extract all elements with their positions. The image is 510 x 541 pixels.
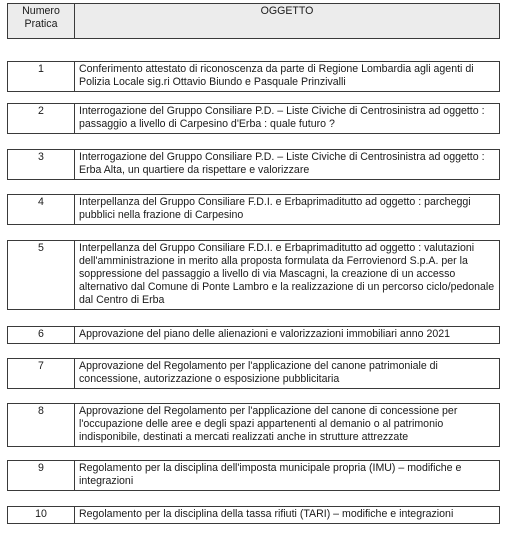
item-subject: Interpellanza del Gruppo Consiliare F.D.I. e Erbaprimaditutto ad oggetto : parcheggi pubblici nella frazione di Carpesino	[75, 195, 500, 225]
agenda-item-3	[7, 149, 500, 180]
item-subject: Conferimento attestato di riconoscenza da parte di Regione Lombardia agli agenti di Polizia Locale sig.ri Ottavio Biundo e Pasquale Prinzivalli	[75, 62, 500, 92]
item-subject: Approvazione del Regolamento per l'applicazione del canone di concessione per l'occupazione delle aree e degli spazi appartenenti al demanio o al patrimonio indisponibile, destinati a mercati realizzati anche in strutture attrezzate	[75, 404, 500, 447]
item-number: 5	[8, 241, 75, 310]
item-number: 2	[8, 104, 75, 134]
item-number: 9	[8, 461, 75, 491]
agenda-item-6	[7, 326, 500, 344]
item-subject: Regolamento per la disciplina della tassa rifiuti (TARI) – modifiche e integrazioni	[75, 507, 500, 524]
item-number: 7	[8, 359, 75, 389]
item-number: 8	[8, 404, 75, 447]
agenda-item-8	[7, 403, 500, 447]
agenda-item-5	[7, 240, 500, 310]
item-number: 1	[8, 62, 75, 92]
item-subject: Interpellanza del Gruppo Consiliare F.D.I. e Erbaprimaditutto ad oggetto : valutazioni dell'amministrazione in merito alla proposta formulata da Ferrovienord S.p.A. per la soppressione del passaggio a livello di via Mascagni, la creazione di un accesso alternativo dal Comune di Ponte Lambro e la realizzazione di un percorso ciclo/pedonale dal Centro di Erba	[75, 241, 500, 310]
item-subject: Regolamento per la disciplina dell'imposta municipale propria (IMU) – modifiche e integrazioni	[75, 461, 500, 491]
header-oggetto: OGGETTO	[75, 4, 500, 39]
item-subject: Interrogazione del Gruppo Consiliare P.D. – Liste Civiche di Centrosinistra ad oggetto : Erba Alta, un quartiere da rispettare e valorizzare	[75, 150, 500, 180]
item-subject: Approvazione del Regolamento per l'applicazione del canone patrimoniale di concessione, autorizzazione o esposizione pubblicitaria	[75, 359, 500, 389]
agenda-item-4	[7, 194, 500, 225]
item-subject: Approvazione del piano delle alienazioni e valorizzazioni immobiliari anno 2021	[75, 327, 500, 344]
agenda-item-1	[7, 61, 500, 92]
item-subject: Interrogazione del Gruppo Consiliare P.D. – Liste Civiche di Centrosinistra ad oggetto : passaggio a livello di Carpesino d'Erba : quale futuro ?	[75, 104, 500, 134]
header-number-pratica: Numero Pratica	[8, 4, 75, 39]
item-number: 10	[8, 507, 75, 524]
item-number: 4	[8, 195, 75, 225]
agenda-item-9	[7, 460, 500, 491]
agenda-item-7	[7, 358, 500, 389]
agenda-item-2	[7, 103, 500, 134]
item-number: 3	[8, 150, 75, 180]
table-header	[7, 3, 500, 39]
agenda-item-10	[7, 506, 500, 524]
item-number: 6	[8, 327, 75, 344]
